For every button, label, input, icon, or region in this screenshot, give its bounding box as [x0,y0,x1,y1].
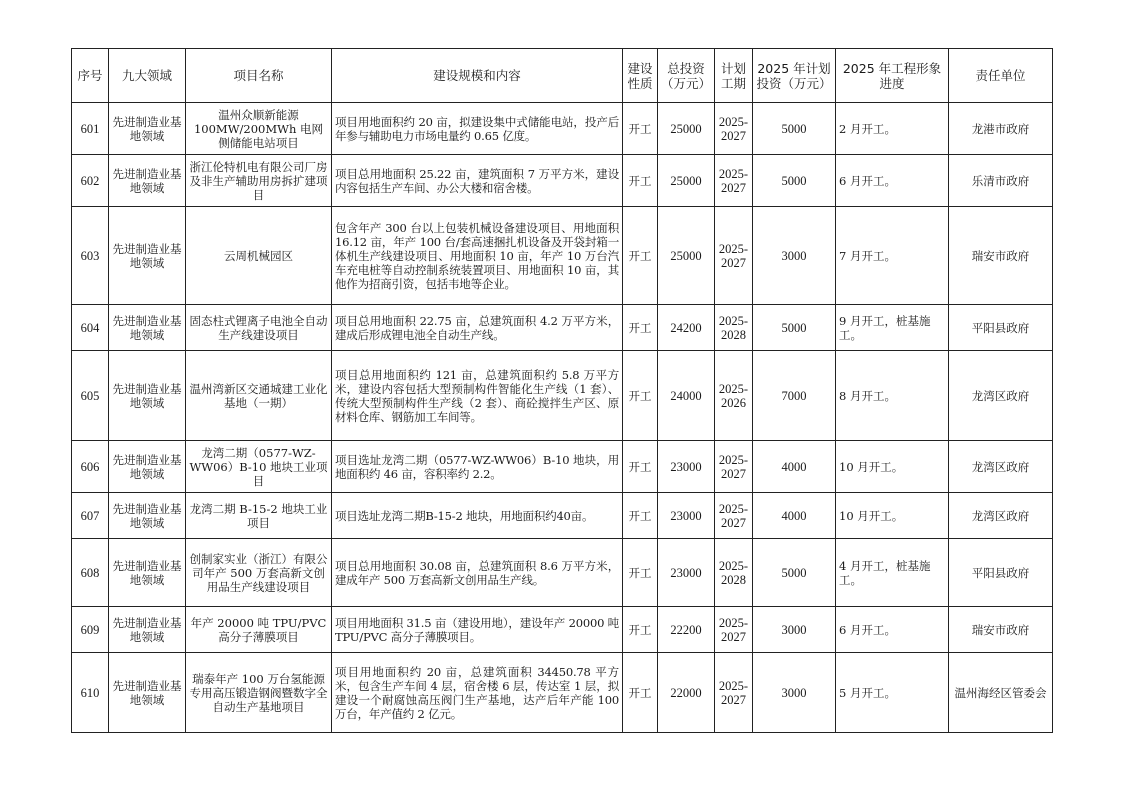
cell-field: 先进制造业基地领域 [109,305,186,351]
cell-period: 2025-2028 [715,539,753,607]
cell-total-investment: 23000 [658,493,715,539]
cell-seq: 607 [72,493,109,539]
cell-plan-investment: 4000 [753,441,836,493]
cell-period: 2025-2027 [715,103,753,155]
cell-seq: 605 [72,351,109,441]
header-plan: 2025 年计划投资（万元） [753,49,836,103]
cell-project-name: 云周机械园区 [186,207,332,305]
cell-project-name: 创制家实业（浙江）有限公司年产 500 万套高新文创用品生产线建设项目 [186,539,332,607]
table-row [72,351,1053,441]
cell-unit: 龙湾区政府 [949,351,1053,441]
table-row [72,539,1053,607]
cell-seq: 610 [72,653,109,733]
table-row [72,207,1053,305]
cell-plan-investment: 5000 [753,539,836,607]
cell-period: 2025-2027 [715,493,753,539]
cell-project-name: 龙湾二期（0577-WZ-WW06）B-10 地块工业项目 [186,441,332,493]
cell-unit: 平阳县政府 [949,305,1053,351]
cell-field: 先进制造业基地领域 [109,607,186,653]
cell-project-name: 年产 20000 吨 TPU/PVC 高分子薄膜项目 [186,607,332,653]
cell-total-investment: 22200 [658,607,715,653]
cell-project-name: 龙湾二期 B-15-2 地块工业项目 [186,493,332,539]
cell-progress: 2 月开工。 [836,103,949,155]
cell-total-investment: 23000 [658,441,715,493]
cell-period: 2025-2027 [715,207,753,305]
header-field: 九大领域 [109,49,186,103]
cell-progress: 8 月开工。 [836,351,949,441]
table-row [72,607,1053,653]
table-row [72,103,1053,155]
cell-total-investment: 24200 [658,305,715,351]
cell-plan-investment: 3000 [753,207,836,305]
cell-total-investment: 25000 [658,207,715,305]
cell-nature: 开工 [623,493,658,539]
cell-project-name: 温州众顺新能源100MW/200MWh 电网侧储能电站项目 [186,103,332,155]
cell-field: 先进制造业基地领域 [109,207,186,305]
cell-seq: 604 [72,305,109,351]
cell-project-name: 瑞泰年产 100 万台氢能源专用高压锻造钢阀暨数字全自动生产基地项目 [186,653,332,733]
cell-progress: 4 月开工，桩基施工。 [836,539,949,607]
cell-period: 2025-2027 [715,441,753,493]
cell-field: 先进制造业基地领域 [109,351,186,441]
cell-content: 项目用地面积约 20 亩，总建筑面积 34450.78 平方米，包含生产车间 4 层，宿舍楼 6 层，传达室 1 层，拟建设一个耐腐蚀高压阀门生产基地，达产后年产能 100 万台，年产值约 2 亿元。 [332,653,623,733]
cell-nature: 开工 [623,103,658,155]
cell-total-investment: 24000 [658,351,715,441]
cell-period: 2025-2028 [715,305,753,351]
cell-unit: 龙湾区政府 [949,441,1053,493]
cell-plan-investment: 7000 [753,351,836,441]
cell-period: 2025-2026 [715,351,753,441]
cell-seq: 606 [72,441,109,493]
header-unit: 责任单位 [949,49,1053,103]
cell-content: 项目用地面积约 20 亩，拟建设集中式储能电站，投产后年参与辅助电力市场电量约 0.65 亿度。 [332,103,623,155]
header-invest: 总投资（万元） [658,49,715,103]
cell-seq: 609 [72,607,109,653]
cell-progress: 6 月开工。 [836,155,949,207]
cell-content: 包含年产 300 台以上包装机械设备建设项目、用地面积 16.12 亩，年产 100 台/套高速捆扎机设备及开袋封箱一体机生产线建设项目、用地面积 10 亩，年产 10 万台汽车充电桩等自动控制系统装置项目、用地面积 10 亩，其他作为招商引资，包括韦地等企业。 [332,207,623,305]
cell-seq: 601 [72,103,109,155]
cell-progress: 10 月开工。 [836,441,949,493]
cell-total-investment: 22000 [658,653,715,733]
table-row [72,155,1053,207]
cell-nature: 开工 [623,539,658,607]
cell-plan-investment: 3000 [753,653,836,733]
cell-plan-investment: 5000 [753,305,836,351]
header-nature: 建设性质 [623,49,658,103]
cell-total-investment: 23000 [658,539,715,607]
cell-period: 2025-2027 [715,653,753,733]
table-row [72,441,1053,493]
header-name: 项目名称 [186,49,332,103]
cell-content: 项目总用地面积 22.75 亩，总建筑面积 4.2 万平方米，建成后形成锂电池全自动生产线。 [332,305,623,351]
cell-unit: 平阳县政府 [949,539,1053,607]
cell-nature: 开工 [623,351,658,441]
header-progress: 2025 年工程形象进度 [836,49,949,103]
cell-field: 先进制造业基地领域 [109,493,186,539]
cell-field: 先进制造业基地领域 [109,653,186,733]
cell-unit: 瑞安市政府 [949,207,1053,305]
cell-total-investment: 25000 [658,103,715,155]
cell-nature: 开工 [623,155,658,207]
cell-field: 先进制造业基地领域 [109,155,186,207]
header-seq: 序号 [72,49,109,103]
cell-nature: 开工 [623,305,658,351]
cell-content: 项目总用地面积约 121 亩，总建筑面积约 5.8 万平方米，建设内容包括大型预制构件智能化生产线（1 套）、传统大型预制构件生产线（2 套）、商砼搅拌生产区、原材料仓库、钢筋加工车间等。 [332,351,623,441]
project-table [71,48,1053,733]
cell-plan-investment: 3000 [753,607,836,653]
cell-seq: 602 [72,155,109,207]
cell-progress: 5 月开工。 [836,653,949,733]
cell-period: 2025-2027 [715,155,753,207]
cell-nature: 开工 [623,441,658,493]
header-period: 计划工期 [715,49,753,103]
cell-project-name: 浙江伦特机电有限公司厂房及非生产辅助用房拆扩建项目 [186,155,332,207]
cell-content: 项目选址龙湾二期（0577-WZ-WW06）B-10 地块，用地面积约 46 亩，容积率约 2.2。 [332,441,623,493]
table-row [72,305,1053,351]
cell-unit: 温州海经区管委会 [949,653,1053,733]
cell-progress: 6 月开工。 [836,607,949,653]
cell-content: 项目总用地面积 30.08 亩，总建筑面积 8.6 万平方米，建成年产 500 万套高新文创用品生产线。 [332,539,623,607]
cell-progress: 9 月开工，桩基施工。 [836,305,949,351]
header-row [72,49,1053,103]
cell-content: 项目选址龙湾二期B-15-2 地块，用地面积约40亩。 [332,493,623,539]
cell-field: 先进制造业基地领域 [109,103,186,155]
cell-total-investment: 25000 [658,155,715,207]
cell-unit: 龙湾区政府 [949,493,1053,539]
cell-field: 先进制造业基地领域 [109,441,186,493]
cell-progress: 7 月开工。 [836,207,949,305]
cell-unit: 瑞安市政府 [949,607,1053,653]
cell-period: 2025-2027 [715,607,753,653]
cell-nature: 开工 [623,653,658,733]
header-content: 建设规模和内容 [332,49,623,103]
cell-project-name: 温州湾新区交通城建工业化基地（一期） [186,351,332,441]
cell-plan-investment: 5000 [753,103,836,155]
cell-progress: 10 月开工。 [836,493,949,539]
cell-field: 先进制造业基地领域 [109,539,186,607]
cell-nature: 开工 [623,607,658,653]
cell-plan-investment: 4000 [753,493,836,539]
cell-project-name: 固态柱式锂离子电池全自动生产线建设项目 [186,305,332,351]
cell-seq: 603 [72,207,109,305]
cell-content: 项目总用地面积 25.22 亩，建筑面积 7 万平方米，建设内容包括生产车间、办公大楼和宿舍楼。 [332,155,623,207]
cell-seq: 608 [72,539,109,607]
cell-unit: 乐清市政府 [949,155,1053,207]
cell-unit: 龙港市政府 [949,103,1053,155]
table-row [72,493,1053,539]
cell-plan-investment: 5000 [753,155,836,207]
table-row [72,653,1053,733]
cell-nature: 开工 [623,207,658,305]
cell-content: 项目用地面积 31.5 亩（建设用地），建设年产 20000 吨 TPU/PVC 高分子薄膜项目。 [332,607,623,653]
